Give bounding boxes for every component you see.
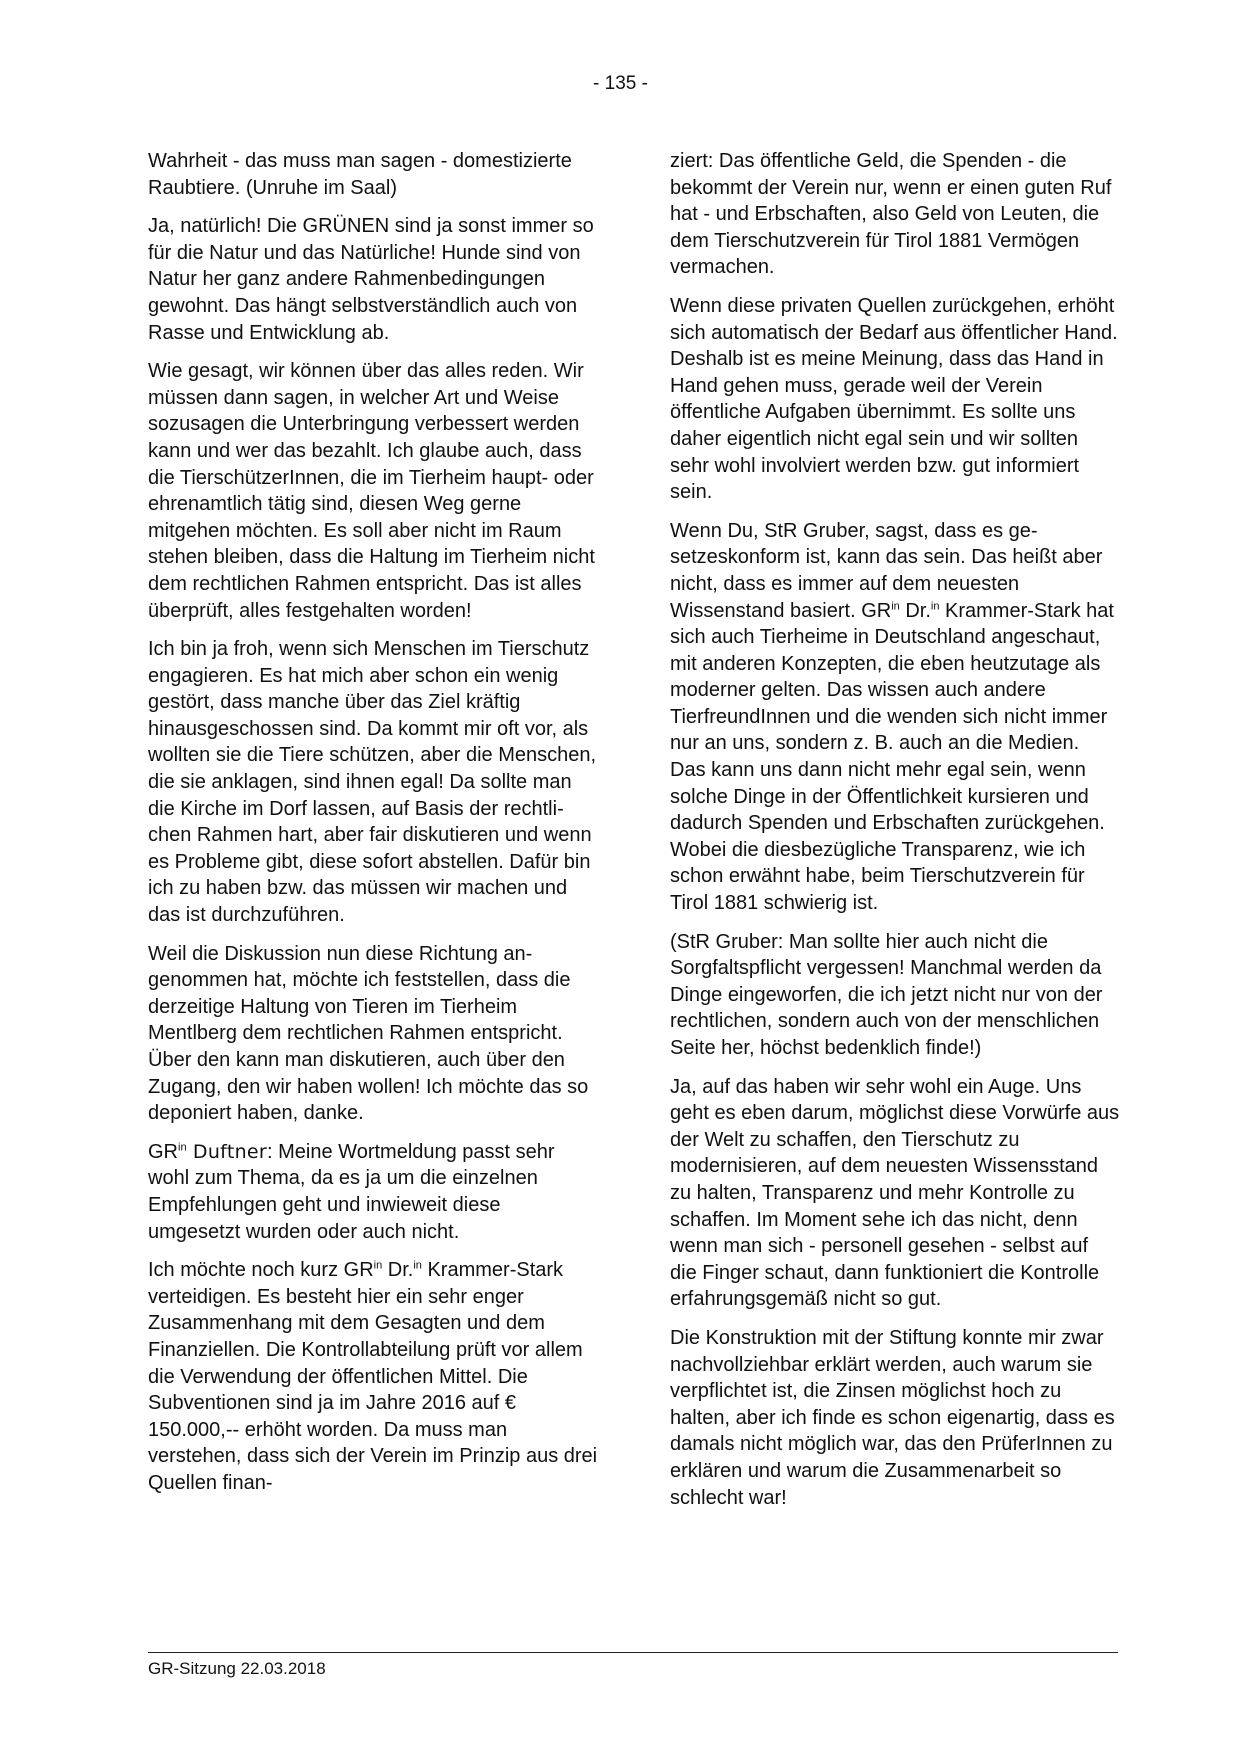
footer-session-date: GR-Sitzung 22.03.2018	[148, 1659, 326, 1678]
text-segment: Dr.	[899, 599, 931, 622]
gender-suffix: in	[413, 1259, 422, 1272]
paragraph: Ja, auf das haben wir sehr wohl ein Auge. Uns geht es eben darum, möglichst diese Vorwürfe aus der Welt zu schaffen, den Tierschutz zu modernisieren, auf dem neuesten Wissensstand zu halten, Transparenz und mehr Kontrolle zu schaffen. Im Moment sehe ich das nicht, denn wenn man sich - personell gesehen - selbst auf die Finger schaut, dann funktioniert die Kontrolle erfahrungsgemäß nicht so gut.	[670, 1075, 1120, 1311]
speaker-paragraph	[148, 1139, 598, 1245]
gender-suffix: in	[930, 599, 940, 612]
interjection-paragraph: (StR Gruber: Man sollte hier auch nicht die Sorgfaltspflicht vergessen! Manchmal werden da Dinge eingeworfen, die ich jetzt nicht nur von der rechtlichen, sondern auch von der menschlichen Seite her, höchst bedenklich finde!)	[670, 930, 1103, 1059]
paragraph: Wenn diese privaten Quellen zurückgehen, erhöht sich automatisch der Bedarf aus öffentlicher Hand. Deshalb ist es meine Meinung, dass das Hand in Hand gehen muss, gerade weil der Verein öffentliche Aufgaben übernimmt. Es sollte uns daher eigentlich nicht egal sein und wir sollten sehr wohl involviert werden bzw. gut informiert sein.	[670, 294, 1118, 504]
paragraph: Die Konstruktion mit der Stiftung konnte mir zwar nachvollziehbar erklärt werden, auch warum sie verpflichtet ist, die Zinsen möglichst hoch zu halten, aber ich finde es schon eigenartig, dass es damals nicht möglich war, das den PrüferInnen zu erklären und warum die Zusammenarbeit so schlecht war!	[670, 1326, 1115, 1509]
left-column	[148, 148, 598, 1509]
text-segment: Wenn Du, StR Gruber, sagst, dass es gesetzeskonform ist, kann das sein. Das heißt aber nicht, dass es immer auf dem neuesten Wissenstand basiert. GR	[670, 519, 1103, 622]
text-segment: Ich möchte noch kurz GR	[148, 1259, 374, 1282]
paragraph: Ich bin ja froh, wenn sich Menschen im Tierschutz engagieren. Es hat mich aber schon ein wenig gestört, dass manche über das Ziel kräftig hinausgeschossen sind. Da kommt mir oft vor, als wollten sie die Tiere schützen, aber die Menschen, die sie anklagen, sind ihnen egal! Da sollte man die Kirche im Dorf lassen, auf Basis der rechtlichen Rahmen hart, aber fair diskutieren und wenn es Probleme gibt, diese sofort abstellen. Dafür bin ich zu haben bzw. das müssen wir machen und das ist durchzuführen.	[148, 638, 597, 927]
speaker-title: GR	[148, 1140, 178, 1163]
text-segment: Krammer-Stark hat sich auch Tierheime in Deutschland angeschaut, mit anderen Konzepten, die eben heutzutage als moderner gelten. Das wissen auch andere TierfreundInnen und die wenden sich nicht immer nur an uns, sondern z. B. auch an die Medien. Das kann uns dann nicht mehr egal sein, wenn solche Dinge in der Öffentlichkeit kursieren und dadurch Spenden und Erbschaften zurückgehen. Wobei die diesbezügliche Transparenz, wie ich schon erwähnt habe, beim Tierschutzverein für Tirol 1881 schwierig ist.	[670, 599, 1114, 915]
paragraph: Wie gesagt, wir können über das alles reden. Wir müssen dann sagen, in welcher Art und Weise sozusagen die Unterbringung verbessert werden kann und wer das bezahlt. Ich glaube auch, dass die TierschützerInnen, die im Tierheim haupt- oder ehrenamtlich tätig sind, diesen Weg gerne mitgehen möchten. Es soll aber nicht im Raum stehen bleiben, dass die Haltung im Tierheim nicht dem rechtlichen Rahmen entspricht. Das ist alles überprüft, alles festgehalten worden!	[148, 360, 595, 622]
right-column	[670, 148, 1120, 1523]
page-number: - 135 -	[593, 73, 648, 94]
text-segment: Dr.	[382, 1259, 414, 1282]
footer-divider	[148, 1652, 1118, 1653]
gender-suffix: in	[178, 1141, 187, 1154]
paragraph	[148, 1257, 598, 1496]
gender-suffix: in	[891, 599, 900, 612]
text-segment: Krammer-Stark verteidigen. Es besteht hier ein sehr enger Zusammenhang mit dem Gesagten und dem Finanziellen. Die Kontrollabteilung prüft vor allem die Verwendung der öffentlichen Mittel. Die Subventionen sind ja im Jahre 2016 auf € 150.000,-- erhöht worden. Da muss man verstehen, dass sich der Verein im Prinzip aus drei Quellen finan-	[148, 1259, 598, 1494]
speaker-name: Duftner	[186, 1140, 268, 1163]
speech-text: : Meine Wortmeldung passt sehr wohl zum Thema, da es ja um die einzelnen Empfehlungen geht und inwieweit diese umgesetzt wurden oder auch nicht.	[148, 1140, 555, 1243]
paragraph: ziert: Das öffentliche Geld, die Spenden - die bekommt der Verein nur, wenn er einen guten Ruf hat - und Erbschaften, also Geld von Leuten, die dem Tierschutzverein für Tirol 1881 Vermögen vermachen.	[670, 150, 1112, 279]
gender-suffix: in	[373, 1259, 383, 1272]
paragraph: Weil die Diskussion nun diese Richtung angenommen hat, möchte ich feststellen, dass die derzeitige Haltung von Tieren im Tierheim Mentlberg dem rechtlichen Rahmen entspricht. Über den kann man diskutieren, auch über den Zugang, den wir haben wollen! Ich möchte das so deponiert haben, danke.	[148, 942, 589, 1125]
paragraph: Ja, natürlich! Die GRÜNEN sind ja sonst immer so für die Natur und das Natürliche! Hunde sind von Natur her ganz andere Rahmenbedingungen gewohnt. Das hängt selbstverständlich auch von Rasse und Entwicklung ab.	[148, 215, 594, 344]
paragraph	[670, 518, 1120, 917]
paragraph: Wahrheit - das muss man sagen - domestizierte Raubtiere. (Unruhe im Saal)	[148, 150, 572, 199]
